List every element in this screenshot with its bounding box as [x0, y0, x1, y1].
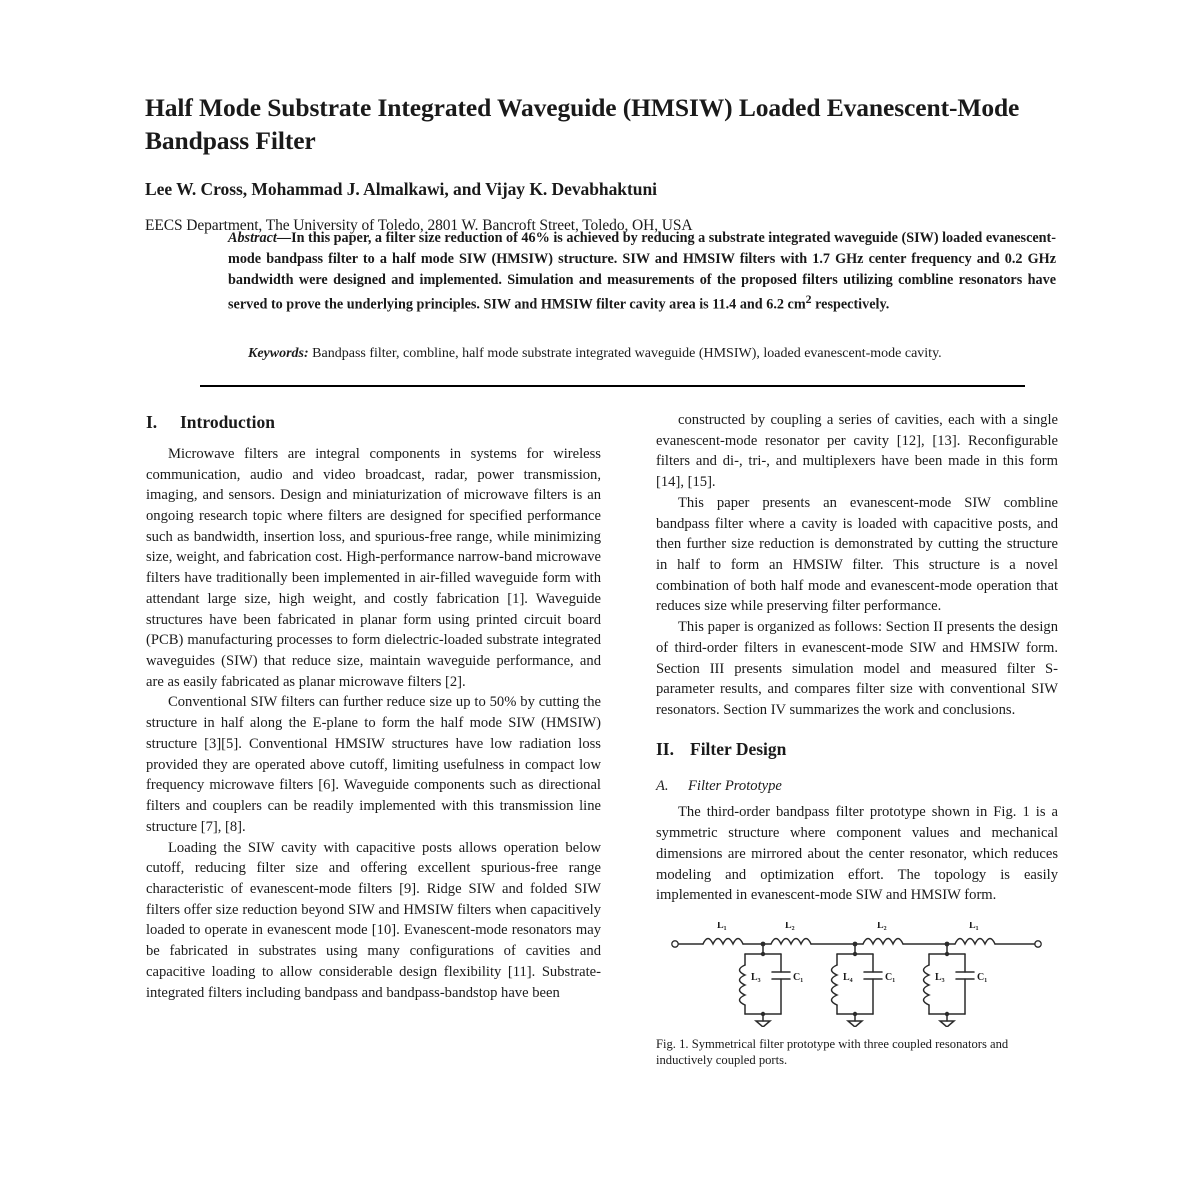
section-heading-introduction [146, 410, 601, 435]
port-terminal-right [1035, 941, 1041, 947]
paragraph: Microwave filters are integral components in systems for wireless communication, audio and video broadcast, radar, power transmission, imaging, and sensors. Design and miniaturization of microwave filters is an ongoing research topic where filters are designed for specified performance such as bandwidth, insertion loss, and spurious-free range, while minimizing size, weight, and fabrication cost. High-performance narrow-band microwave filters have traditionally been implemented in air-filled waveguide form with attendant large size, high weight, and costly fabrication [1]. Waveguide structures have been fabricated in planar form using printed circuit board (PCB) manufacturing processes to form dielectric-loaded substrate integrated waveguides (SIW) that reduce size, maintain waveguide performance, and are as easily fabricated as planar microwave filters [2]. [146, 445, 601, 690]
page-title: Half Mode Substrate Integrated Waveguide (HMSIW) Loaded Evanescent-Mode Bandpass Filter [145, 93, 1020, 155]
section-title: Filter Design [690, 738, 787, 759]
ground-symbols [756, 1021, 954, 1027]
keywords-section [248, 344, 1056, 364]
abstract-text-part-2: respectively. [811, 296, 890, 313]
column-left [146, 410, 601, 1003]
label-series-inductor-3: L₂ [877, 921, 887, 931]
keywords-text: Bandpass filter, combline, half mode substrate integrated waveguide (HMSIW), loaded evanescent-mode cavity. [308, 346, 942, 361]
abstract-label: Abstract— [228, 230, 292, 246]
section-spacer [656, 721, 1058, 737]
label-shunt-inductor-3: L₃ [935, 971, 945, 983]
label-shunt-inductor-1: L₃ [751, 971, 761, 983]
figure-1 [656, 922, 1058, 1069]
paragraph: This paper presents an evanescent-mode SIW combline bandpass filter where a cavity is loaded with capacitive posts, and then further size reduction is demonstrated by cutting the structure in half to form an HMSIW filter. This structure is a novel combination of both half mode and evanescent-mode operation that reduces size while preserving filter performance. [656, 494, 1058, 615]
affiliation-line: EECS Department, The University of Toledo, 2801 W. Bancroft Street, Toledo, OH, USA [145, 217, 693, 235]
abstract-text-part-1: In this paper, a filter size reduction of 46% is achieved by reducing a substrate integrated waveguide (SIW) loaded evanescent-mode bandpass filter to a half mode SIW (HMSIW) structure. SIW and HMSIW filters with 1.7 GHz center frequency and 0.2 GHz bandwidth were designed and implemented. Simulation and measurements of the proposed filters utilizing combline resonators have served to prove the underlying principles. SIW and HMSIW filter cavity area is 11.4 and 6.2 cm [228, 230, 1056, 313]
subsection-heading-filter-prototype [656, 776, 1058, 797]
paper-masthead [145, 92, 1060, 235]
column-right [656, 410, 1058, 1069]
paragraph: The third-order bandpass filter prototype shown in Fig. 1 is a symmetric structure where component values and mechanical dimensions are mirrored about the center resonator, which reduces modeling and optimization effort. The topology is easily implemented in evanescent-mode SIW and HMSIW form. [656, 804, 1058, 904]
label-shunt-capacitor-1: C₁ [793, 971, 804, 983]
section-number: I. [146, 412, 158, 432]
label-shunt-capacitor-2: C₁ [885, 971, 896, 983]
section-heading-filter-design [656, 737, 1058, 762]
paragraph: This paper is organized as follows: Section II presents the design of third-order filters in evanescent-mode SIW and HMSIW form. Section III presents simulation model and measured filter S-parameter results, and compares filter size with conventional SIW resonators. Section IV summarizes the work and conclusions. [656, 619, 1058, 719]
paragraph: constructed by coupling a series of cavities, each with a single evanescent-mode resonator per cavity [12], [13]. Reconfigurable filters and di-, tri-, and multiplexers have been made in this form [14], [15]. [656, 412, 1058, 491]
figure-caption: Fig. 1. Symmetrical filter prototype with three coupled resonators and inductively coupled ports. [656, 1036, 1009, 1068]
label-shunt-capacitor-3: C₁ [977, 971, 988, 983]
section-title: Introduction [180, 412, 275, 432]
abstract-superscript: 2 [805, 291, 812, 306]
subsection-title: Filter Prototype [688, 777, 782, 794]
label-shunt-inductor-2: L₄ [843, 971, 853, 983]
author-list: Lee W. Cross, Mohammad J. Almalkawi, and Vijay K. Devabhaktuni [145, 179, 657, 200]
section-number: II. [656, 738, 674, 759]
paragraph: Conventional SIW filters can further reduce size up to 50% by cutting the structure in half along the E-plane to form the half mode SIW (HMSIW) structure [3][5]. Conventional HMSIW structures have low radiation loss provided they are operated above cutoff, limiting usefulness in compact low frequency microwave filters [6]. Waveguide components such as directional filters and couplers can be readily implemented with this transmission line structure [7], [8]. [146, 694, 601, 835]
label-series-inductor-2: L₂ [785, 921, 795, 931]
paragraph: Loading the SIW cavity with capacitive posts allows operation below cutoff, reducing filter size and offering excellent spurious-free range characteristic of evanescent-mode filters [9]. Ridge SIW and folded SIW filters offer size reduction beyond SIW and HMSIW filters when capacitively loaded to operate in evanescent mode [10]. Evanescent-mode resonators may be fabricated in substrates using many configurations of cavities and capacitive loading to allow considerable design flexibility [11]. Substrate-integrated filters including bandpass and bandpass-bandstop have been [146, 839, 601, 1001]
abstract-section [228, 228, 1056, 315]
port-terminal-left [672, 941, 678, 947]
label-series-inductor-1: L₁ [717, 921, 727, 931]
keywords-label: Keywords: [248, 346, 309, 361]
label-series-inductor-4: L₁ [969, 921, 979, 931]
filter-prototype-schematic [667, 922, 1047, 1027]
header-divider [200, 385, 1025, 387]
subsection-number: A. [656, 777, 669, 794]
